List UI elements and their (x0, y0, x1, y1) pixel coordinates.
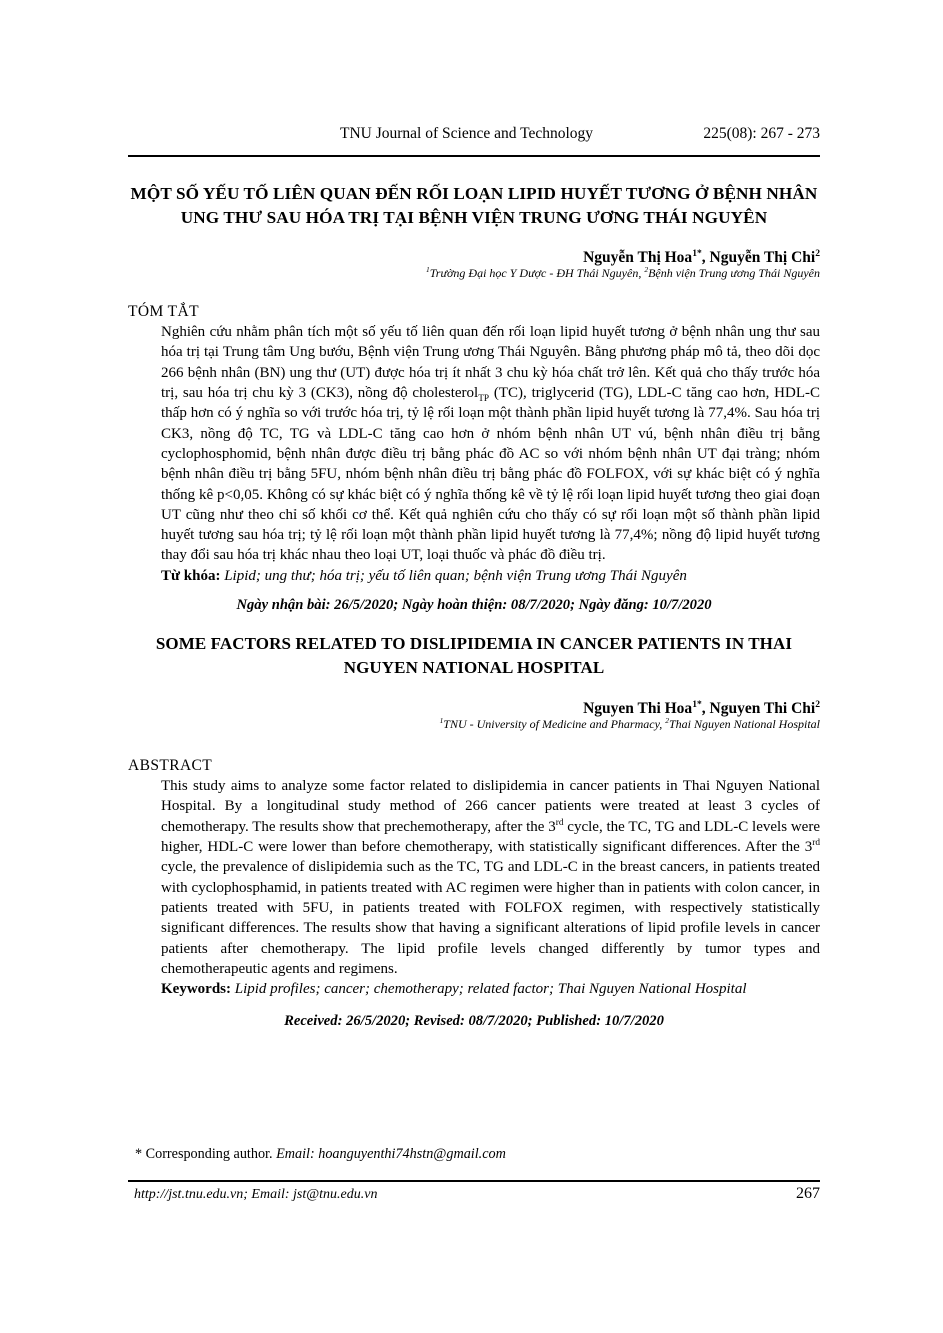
vietnamese-abstract-body (161, 322, 820, 586)
vietnamese-abstract-text-1: Nghiên cứu nhằm phân tích một số yếu tố liên quan đến rối loạn lipid huyết tương ở bệnh nhân ung thư sau hóa trị tại Trung tâm Ung bướu, Bệnh viện Trung ương Thái Nguyên. Bằng phương pháp mô tả, theo dõi dọc 266 bệnh nhân (BN) ung thư (UT) được hóa trị ít nhất 3 chu kỳ hóa chất trở lên. Kết quả cho thấy trước hóa trị, sau hóa trị chu kỳ 3 (CK3), nồng độ cholesterol (161, 324, 820, 401)
vietnamese-abstract-text-2: (TC), triglycerid (TG), LDL-C tăng cao hơn, HDL-C thấp hơn có ý nghĩa so với trước hóa trị, tỷ lệ rối loạn một thành phần lipid huyết tương là 77,4%. Sau hóa trị CK3, nồng độ TC, TG và LDL-C tăng cao hơn ở nhóm bệnh nhân UT vú, bệnh nhân điều trị bằng cyclophosphomid, bệnh nhân được điều trị bằng phác đồ AC so với nhóm bệnh nhân UT đại tràng; nhóm bệnh nhân điều trị bằng 5FU, nhóm bệnh nhân điều trị bằng phác đồ FOLFOX, với sự khác biệt có ý nghĩa thống kê p<0,05. Không có sự khác biệt có ý nghĩa thống kê về tỷ lệ rối loạn lipid huyết tương theo giai đoạn UT cũng như theo chỉ số khối cơ thể. Kết quả nghiên cứu cho thấy có sự rối loạn một số thành phần lipid huyết tương sau hóa trị; tỷ lệ rối loạn một thành phần lipid huyết tương là 77,4%; nồng độ lipid huyết tương thay đổi sau hóa trị khác nhau theo loại UT, loại thuốc và phác đồ điều trị. (161, 384, 820, 564)
issue-citation: 225(08): 267 - 273 (703, 125, 820, 142)
vietnamese-affiliations (128, 266, 820, 280)
vietnamese-author-2-marker: 2 (815, 247, 820, 259)
vietnamese-author-2: , Nguyễn Thị Chi (701, 249, 816, 266)
english-affil-2-marker: 2 (665, 716, 669, 725)
english-affil-1: TNU - University of Medicine and Pharmacy, (443, 717, 666, 731)
vietnamese-affil-2-marker: 2 (644, 265, 649, 274)
vietnamese-title: MỘT SỐ YẾU TỐ LIÊN QUAN ĐẾN RỐI LOẠN LIPID HUYẾT TƯƠNG Ở BỆNH NHÂN UNG THƯ SAU HÓA TRỊ TẠI BỆNH VIỆN TRUNG ƯƠNG THÁI NGUYÊN (130, 184, 818, 228)
header-rule (128, 155, 820, 157)
vietnamese-author-1: Nguyễn Thị Hoa (583, 249, 693, 266)
cholesterol-tp-subscript: TP (478, 393, 490, 404)
vietnamese-affil-1: Trường Đại học Y Dược - ĐH Thái Nguyên, (429, 266, 645, 280)
english-affil-1-marker: 1 (439, 716, 444, 725)
journal-url[interactable]: http://jst.tnu.edu.vn; Email: jst@tnu.edu.vn (134, 1187, 378, 1202)
page-footer (128, 1187, 820, 1209)
journal-name: TNU Journal of Science and Technology (340, 125, 594, 142)
vietnamese-keywords (161, 566, 820, 586)
english-title: SOME FACTORS RELATED TO DISLIPIDEMIA IN CANCER PATIENTS IN THAI NGUYEN NATIONAL HOSPITAL (155, 634, 793, 678)
english-keywords (161, 979, 820, 999)
page-number: 267 (796, 1185, 820, 1202)
english-author-1: Nguyen Thi Hoa (583, 700, 693, 717)
vietnamese-author-1-marker: 1* (692, 247, 702, 259)
english-abstract-text-1: This study aims to analyze some factor related to dislipidemia in cancer patients in Thai Nguyen National Hospital. By a longitudinal study method of 266 cancer patients were treated at least 3 cycles of chemotherapy. The results show that prechemotherapy, after the 3 (161, 778, 820, 835)
corresponding-author-note (135, 1146, 506, 1163)
english-abstract-body (161, 776, 820, 999)
third-cycle-superscript-1: rd (555, 817, 564, 828)
english-keywords-label: Keywords: (161, 981, 231, 998)
english-author-1-marker: 1* (692, 698, 702, 710)
english-abstract-paragraph (161, 776, 820, 979)
english-abstract-text-2: cycle, the TC, TG and LDL-C levels were higher, HDL-C were lower than before chemotherapy, with statistically significant differences. After the 3 (161, 818, 820, 855)
vietnamese-authors (128, 248, 820, 267)
vietnamese-abstract-heading: TÓM TẮT (128, 303, 199, 320)
vietnamese-keywords-text: Lipid; ung thư; hóa trị; yếu tố liên quan; bệnh viện Trung ương Thái Nguyên (220, 567, 687, 584)
corresponding-author-label: * Corresponding author. (135, 1146, 277, 1162)
vietnamese-abstract-paragraph (161, 322, 820, 566)
vietnamese-keywords-label: Từ khóa: (161, 567, 221, 584)
running-head (128, 125, 820, 147)
third-cycle-superscript-2: rd (812, 837, 820, 848)
english-author-2: , Nguyen Thi Chi (701, 700, 816, 717)
english-authors (128, 699, 820, 718)
english-abstract-text-3: cycle, the prevalence of dislipidemia such as the TC, TG and LDL-C in the breast cancers, in patients treated with cyclophosphamid, in patients treated with AC regimen were higher than in patients with colon cancer, in patients treated with 5FU, in patients treated with FOLFOX regimen, with respectively statistically significant differences. The results show that having a significant alterations of lipid profile levels in cancer patients after chemotherapy. The lipid profile levels changed differently by tumor types and chemotherapeutic agents and regimens. (161, 859, 820, 977)
vietnamese-affil-2: Bệnh viện Trung ương Thái Nguyên (648, 266, 820, 280)
english-dates: Received: 26/5/2020; Revised: 08/7/2020; Published: 10/7/2020 (284, 1013, 664, 1029)
english-author-2-marker: 2 (815, 698, 820, 710)
english-affil-2: Thai Nguyen National Hospital (668, 717, 820, 731)
vietnamese-dates: Ngày nhận bài: 26/5/2020; Ngày hoàn thiện: 08/7/2020; Ngày đăng: 10/7/2020 (236, 597, 712, 613)
footer-rule (128, 1180, 820, 1182)
english-abstract-heading: ABSTRACT (128, 757, 213, 774)
corresponding-author-email[interactable]: Email: hoanguyenthi74hstn@gmail.com (276, 1146, 506, 1162)
vietnamese-affil-1-marker: 1 (426, 265, 430, 274)
english-keywords-text: Lipid profiles; cancer; chemotherapy; related factor; Thai Nguyen National Hospital (231, 981, 747, 998)
english-affiliations (128, 717, 820, 731)
